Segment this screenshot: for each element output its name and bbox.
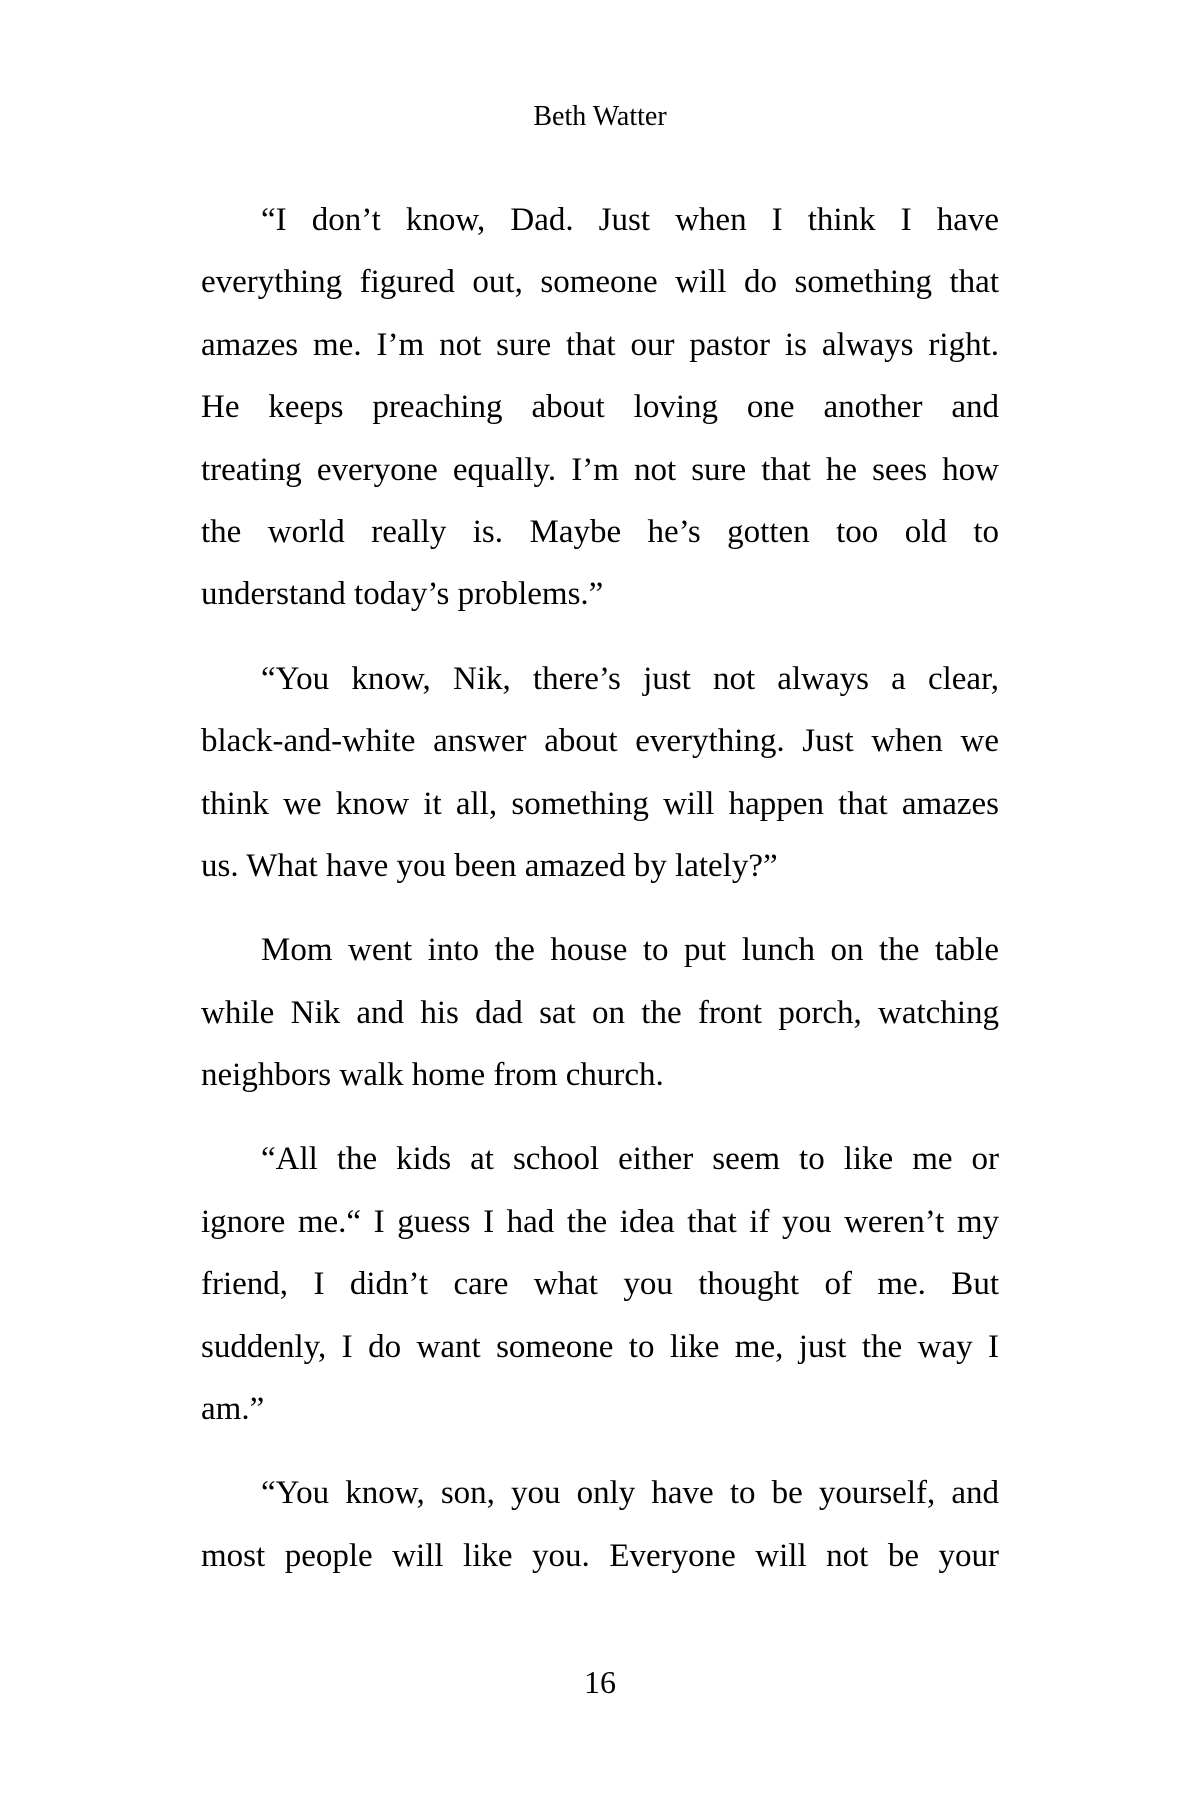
text-line: neighbors walk home from church.	[201, 1057, 664, 1094]
paragraph-3	[201, 919, 999, 1106]
text-line: amazes me. I’m not sure that our pastor is always right.	[201, 326, 999, 363]
text-line: while Nik and his dad sat on the front porch, watching	[201, 994, 999, 1031]
body-text	[201, 189, 999, 1609]
text-line: think we know it all, something will happen that amazes	[201, 785, 999, 822]
text-line: ignore me.“ I guess I had the idea that if you weren’t my	[201, 1203, 999, 1240]
text-line: everything figured out, someone will do something that	[201, 264, 999, 301]
text-line: treating everyone equally. I’m not sure that he sees how	[201, 451, 999, 488]
text-line: the world really is. Maybe he’s gotten too old to	[201, 513, 999, 550]
text-line: us. What have you been amazed by lately?”	[201, 847, 778, 884]
text-line: most people will like you. Everyone will not be your	[201, 1537, 999, 1574]
text-line: “You know, son, you only have to be yourself, and	[261, 1475, 999, 1512]
paragraph-5	[201, 1462, 999, 1587]
paragraph-2	[201, 648, 999, 898]
text-line: Mom went into the house to put lunch on the table	[261, 932, 999, 969]
text-line: black-and-white answer about everything. Just when we	[201, 723, 999, 760]
text-line: friend, I didn’t care what you thought of me. But	[201, 1266, 999, 1303]
paragraph-1	[201, 189, 999, 626]
text-line: understand today’s problems.”	[201, 576, 604, 613]
text-line: am.”	[201, 1391, 265, 1428]
text-line: “All the kids at school either seem to like me or	[261, 1141, 999, 1178]
text-line: suddenly, I do want someone to like me, just the way I	[201, 1328, 999, 1365]
text-line: He keeps preaching about loving one another and	[201, 389, 999, 426]
page-number: 16	[584, 1664, 616, 1700]
text-line: “You know, Nik, there’s just not always a clear,	[261, 660, 999, 697]
paragraph-4	[201, 1128, 999, 1440]
running-head-author: Beth Watter	[533, 101, 667, 132]
text-line: “I don’t know, Dad. Just when I think I have	[261, 202, 999, 238]
